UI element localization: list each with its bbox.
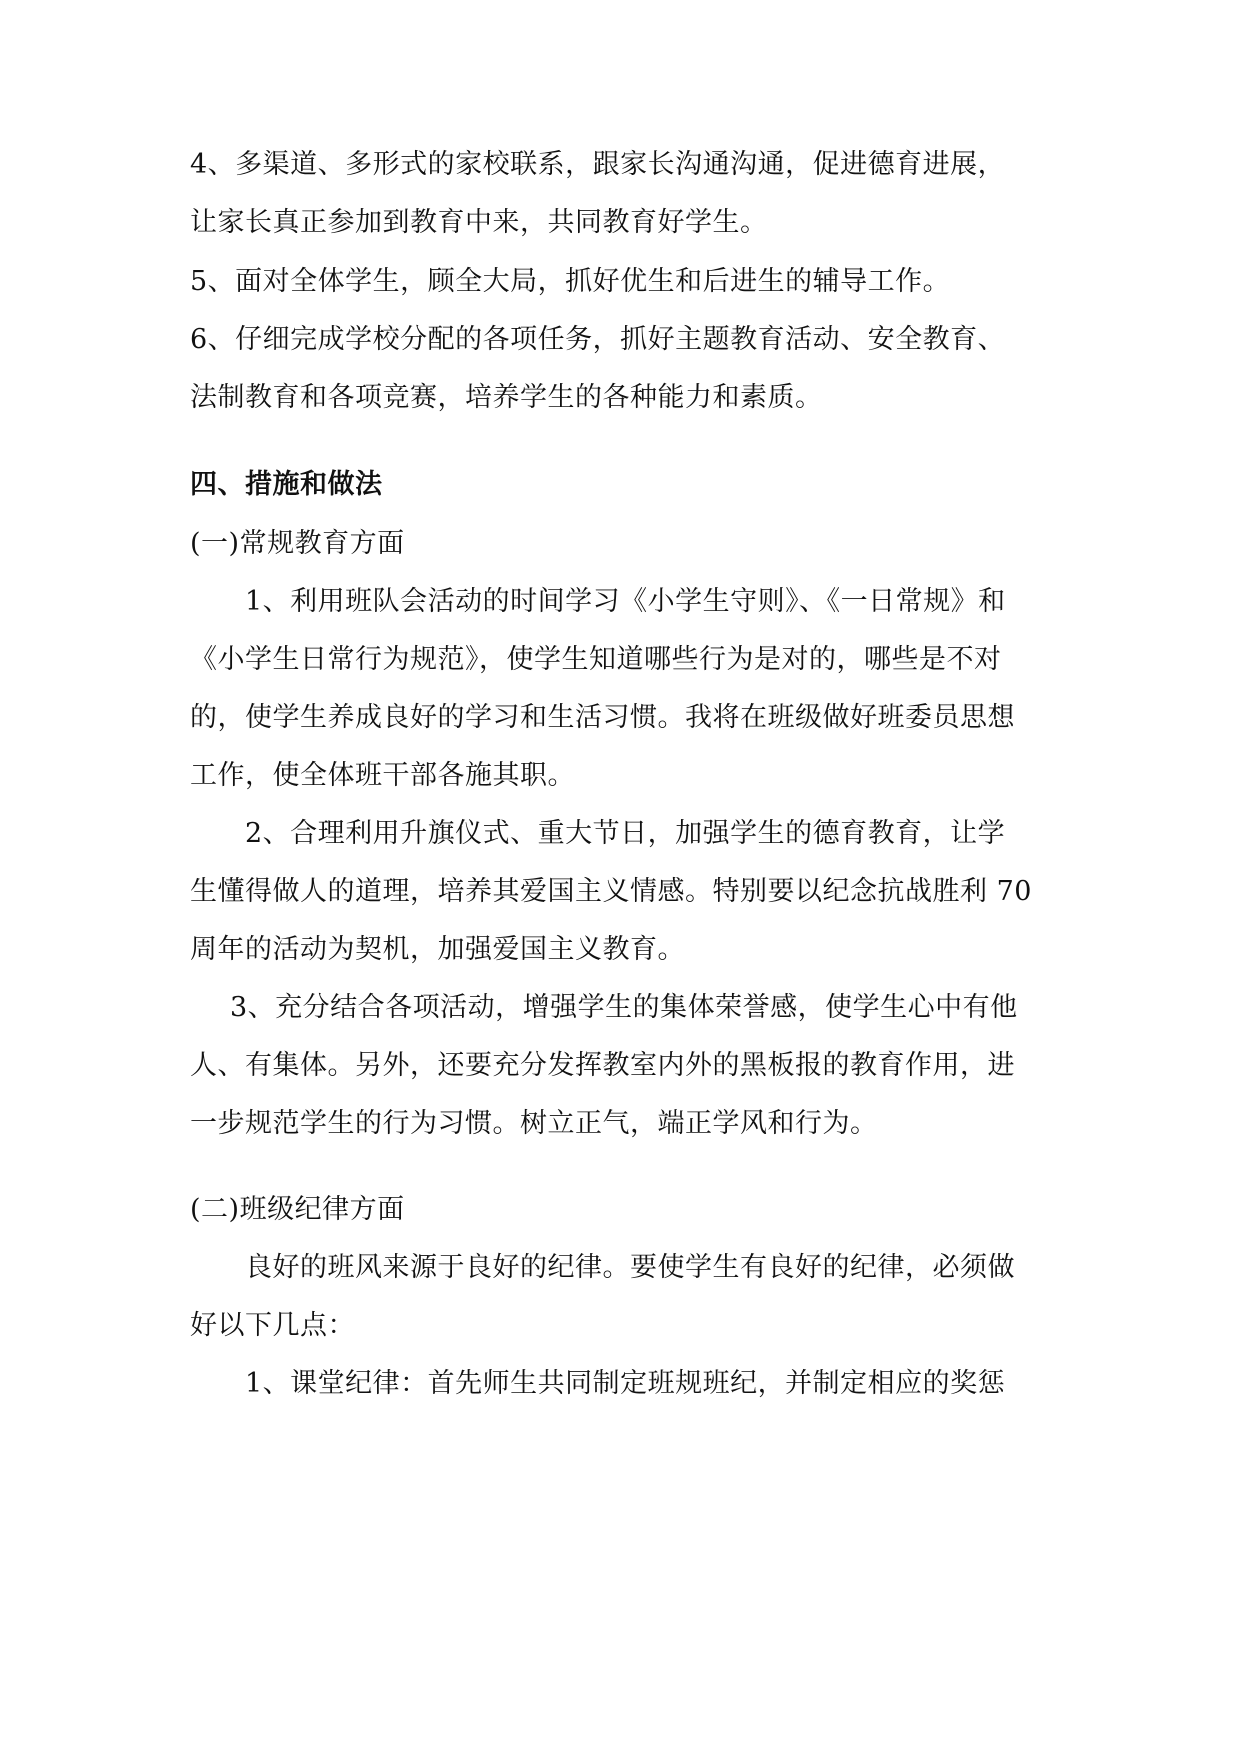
- text-line: 让家长真正参加到教育中来，共同教育好学生。: [190, 207, 768, 238]
- text-line: 良好的班风来源于良好的纪律。要使学生有良好的纪律，必须做: [245, 1252, 1015, 1283]
- text-line: 的，使学生养成良好的学习和生活习惯。我将在班级做好班委员思想: [190, 702, 1015, 733]
- text-line: 人、有集体。另外，还要充分发挥教室内外的黑板报的教育作用，进: [190, 1050, 1015, 1081]
- text-line: 法制教育和各项竞赛，培养学生的各种能力和素质。: [190, 382, 823, 413]
- section-heading: 四、措施和做法: [190, 469, 383, 500]
- text-line: 3、充分结合各项活动，增强学生的集体荣誉感，使学生心中有他: [230, 992, 1018, 1023]
- subsection-heading: (二)班级纪律方面: [190, 1194, 405, 1225]
- text-line: 好以下几点：: [190, 1310, 355, 1341]
- text-line: 工作，使全体班干部各施其职。: [190, 760, 575, 791]
- text-line: 6、仔细完成学校分配的各项任务，抓好主题教育活动、安全教育、: [190, 324, 1006, 355]
- text-line: 周年的活动为契机，加强爱国主义教育。: [190, 934, 685, 965]
- subsection-heading: (一)常规教育方面: [190, 528, 405, 559]
- text-line: 生懂得做人的道理，培养其爱国主义情感。特别要以纪念抗战胜利 70: [190, 876, 1032, 907]
- text-line: 1、利用班队会活动的时间学习《小学生守则》、《一日常规》和: [245, 586, 1006, 617]
- text-line: 2、合理利用升旗仪式、重大节日，加强学生的德育教育，让学: [245, 818, 1006, 849]
- text-line: 4、多渠道、多形式的家校联系，跟家长沟通沟通，促进德育进展，: [190, 149, 1006, 180]
- text-line: 5、面对全体学生，顾全大局，抓好优生和后进生的辅导工作。: [190, 266, 951, 297]
- text-line: 《小学生日常行为规范》，使学生知道哪些行为是对的，哪些是不对: [190, 644, 1002, 675]
- text-line: 一步规范学生的行为习惯。树立正气，端正学风和行为。: [190, 1108, 878, 1139]
- text-line: 1、课堂纪律：首先师生共同制定班规班纪，并制定相应的奖惩: [245, 1368, 1006, 1399]
